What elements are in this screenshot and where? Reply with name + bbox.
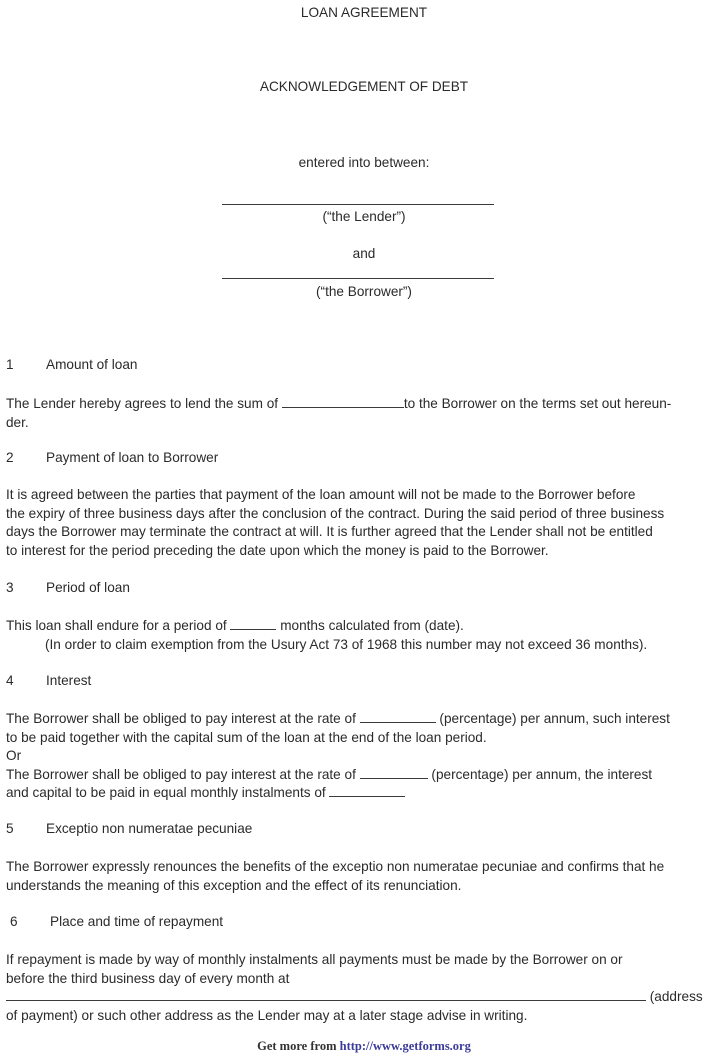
- section-1-body: The Lender hereby agrees to lend the sum of to the Borrower on the terms set out hereun- der.: [6, 396, 672, 430]
- section-4-heading: [6, 673, 91, 688]
- section-3-body: This loan shall endure for a period of months calculated from (date). (In order to claim exemption from the Usury Act 73 of 1968 this number may not exceed 36 months).: [6, 618, 648, 652]
- loan-sum-blank[interactable]: [282, 395, 404, 408]
- section-6-body: If repayment is made by way of monthly instalments all payments must be made by the Borrower on or before the third business day of every month at (address of payment) or such other address as the Lender may at a later stage advise in writing.: [6, 952, 703, 1023]
- section-5-heading: [6, 821, 252, 836]
- loan-period-months-blank[interactable]: [230, 617, 276, 630]
- or-text: Or: [6, 748, 22, 763]
- section-5-body: The Borrower expressly renounces the benefits of the exceptio non numeratae pecuniae and confirms that he understands the meaning of this exception and the effect of its renunciation.: [6, 859, 665, 893]
- usury-act-note: (In order to claim exemption from the Usury Act 73 of 1968 this number may not exceed 36 months).: [45, 636, 648, 652]
- section-6-heading: [10, 914, 223, 929]
- entered-into-text: entered into between:: [298, 155, 430, 170]
- lender-label: (“the Lender”): [322, 209, 406, 224]
- section-title: Exceptio non numeratae pecuniae: [46, 821, 253, 836]
- interest-rate-blank-2[interactable]: [360, 766, 428, 779]
- document-title: LOAN AGREEMENT: [300, 5, 428, 20]
- monthly-instalment-blank[interactable]: [329, 784, 405, 797]
- section-title: Interest: [46, 673, 92, 688]
- section-title: Amount of loan: [46, 357, 138, 372]
- section-number: 6: [10, 914, 18, 929]
- section-number: 2: [6, 450, 14, 465]
- section-number: 4: [6, 673, 14, 688]
- borrower-label: (“the Borrower”): [316, 284, 412, 299]
- footer: [0, 1039, 728, 1054]
- and-text: and: [352, 246, 376, 261]
- payment-address-blank[interactable]: [6, 988, 646, 1001]
- section-title: Place and time of repayment: [50, 914, 224, 929]
- section-number: 1: [6, 357, 14, 372]
- section-2-body: It is agreed between the parties that payment of the loan amount will not be made to the Borrower before the expiry of three business days after the conclusion of the contract. During the said period of three business days the Borrower may terminate the contract at will. It is further agreed that the Lender shall not be entitled to interest for the period preceding the date upon which the money is paid to the Borrower.: [6, 487, 665, 558]
- section-title: Period of loan: [46, 580, 130, 595]
- document-subtitle: ACKNOWLEDGEMENT OF DEBT: [259, 79, 469, 94]
- footer-prefix: Get more from: [257, 1039, 340, 1053]
- getforms-link[interactable]: http://www.getforms.org: [339, 1039, 471, 1053]
- lender-name-blank[interactable]: [222, 204, 494, 205]
- interest-rate-blank-1[interactable]: [360, 710, 436, 723]
- section-4-body: The Borrower shall be obliged to pay interest at the rate of (percentage) per annum, such interest to be paid together with the capital sum of the loan at the end of the loan period. Or The Borrower shall be obliged to pay interest at the rate of (percentage) per annum, the interest and capital to be paid in equal monthly instalments of: [6, 711, 670, 800]
- section-title: Payment of loan to Borrower: [46, 450, 219, 465]
- section-number: 5: [6, 821, 14, 836]
- section-1-heading: [6, 357, 137, 372]
- section-2-heading: [6, 450, 218, 465]
- borrower-name-blank[interactable]: [222, 278, 494, 279]
- section-number: 3: [6, 580, 14, 595]
- section-3-heading: [6, 580, 130, 595]
